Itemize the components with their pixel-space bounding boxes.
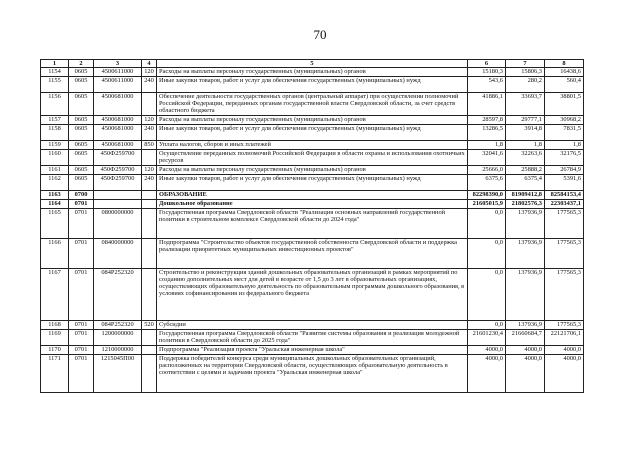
target-article-cell: 4500681000 <box>94 125 142 141</box>
expense-type-cell: 520 <box>142 321 157 330</box>
table-row <box>41 330 584 346</box>
expense-type-cell: 240 <box>142 125 157 141</box>
table-header-row <box>41 60 584 68</box>
table-row <box>41 200 584 209</box>
amount-year2-cell: 137936,9 <box>506 321 545 330</box>
amount-year2-cell: 1,8 <box>506 141 545 150</box>
amount-year3-cell: 7831,5 <box>545 125 584 141</box>
target-article-cell: 084Р252320 <box>94 321 142 330</box>
section-code-cell: 0605 <box>69 93 94 116</box>
name-cell: Строительство и реконструкция зданий дошкольных образовательных организаций в рамках мероприятий по созданию дополнительных мест для детей в возрасте от 1,5 до 3 лет в образовательных организациях, осуществляющих образовательную деятельность по образовательным программам дошкольного образования, в условиях софинансирования из федерального бюджета <box>157 269 468 321</box>
amount-year3-cell: 4000,0 <box>545 346 584 355</box>
row-number-cell: 1162 <box>41 175 69 191</box>
expense-type-cell: 240 <box>142 175 157 191</box>
amount-year3-cell: 177565,3 <box>545 239 584 269</box>
target-article-cell: 450Ф259700 <box>94 150 142 166</box>
amount-year1-cell: 6375,6 <box>468 175 506 191</box>
amount-year1-cell: 32041,6 <box>468 150 506 166</box>
amount-year3-cell: 177565,3 <box>545 269 584 321</box>
row-number-cell: 1170 <box>41 346 69 355</box>
amount-year2-cell: 33693,7 <box>506 93 545 116</box>
expense-type-cell: 120 <box>142 116 157 125</box>
expense-type-cell <box>142 269 157 321</box>
row-number-cell: 1158 <box>41 125 69 141</box>
expense-type-cell: 120 <box>142 68 157 77</box>
amount-year2-cell: 280,2 <box>506 77 545 93</box>
name-cell: Обеспечение деятельности государственных органов (центральный аппарат) при осуществлении полномочий Российской Федерации, переданных органам государственной власти Свердловской области, за счет средств областного бюджета <box>157 93 468 116</box>
name-cell: Дошкольное образование <box>157 200 468 209</box>
section-code-cell: 0701 <box>69 209 94 239</box>
amount-year1-cell: 13286,5 <box>468 125 506 141</box>
target-article-cell: 0800000000 <box>94 209 142 239</box>
table-row <box>41 321 584 330</box>
amount-year1-cell: 21601230,4 <box>468 330 506 346</box>
amount-year3-cell: 5391,6 <box>545 175 584 191</box>
section-code-cell: 0605 <box>69 125 94 141</box>
amount-year2-cell: 29777,1 <box>506 116 545 125</box>
amount-year1-cell: 4000,0 <box>468 355 506 393</box>
amount-year3-cell: 1,8 <box>545 141 584 150</box>
amount-year2-cell: 21660684,7 <box>506 330 545 346</box>
row-number-cell: 1156 <box>41 93 69 116</box>
table-row <box>41 77 584 93</box>
amount-year1-cell: 15180,3 <box>468 68 506 77</box>
row-number-cell: 1159 <box>41 141 69 150</box>
name-cell: Поддержка победителей конкурса среди муниципальных дошкольных образовательных организаций, расположенных на территории Свердловской области, осуществляющих образовательную деятельность в соответствии с целями и задачами проекта "Уральская инженерная школа" <box>157 355 468 393</box>
row-number-cell: 1161 <box>41 166 69 175</box>
header-col-8: 8 <box>545 60 584 68</box>
expense-type-cell <box>142 239 157 269</box>
row-number-cell: 1155 <box>41 77 69 93</box>
target-article-cell: 4500681000 <box>94 141 142 150</box>
expense-type-cell <box>142 191 157 200</box>
name-cell: Государственная программа Свердловской области "Реализация основных направлений государственной политики в строительном комплексе Свердловской области до 2024 года" <box>157 209 468 239</box>
row-number-cell: 1171 <box>41 355 69 393</box>
amount-year2-cell: 6375,4 <box>506 175 545 191</box>
amount-year3-cell: 22303437,1 <box>545 200 584 209</box>
row-number-cell: 1163 <box>41 191 69 200</box>
section-code-cell: 0700 <box>69 191 94 200</box>
amount-year1-cell: 21605015,9 <box>468 200 506 209</box>
expense-type-cell <box>142 330 157 346</box>
row-number-cell: 1157 <box>41 116 69 125</box>
section-code-cell: 0701 <box>69 355 94 393</box>
amount-year2-cell: 15806,3 <box>506 68 545 77</box>
section-code-cell: 0701 <box>69 200 94 209</box>
section-code-cell: 0605 <box>69 141 94 150</box>
expense-type-cell: 120 <box>142 166 157 175</box>
name-cell: Субсидии <box>157 321 468 330</box>
expense-type-cell: 850 <box>142 141 157 150</box>
target-article-cell: 1215045П00 <box>94 355 142 393</box>
header-col-1: 1 <box>41 60 69 68</box>
amount-year1-cell: 1,8 <box>468 141 506 150</box>
expense-type-cell <box>142 200 157 209</box>
row-number-cell: 1166 <box>41 239 69 269</box>
expense-type-cell <box>142 355 157 393</box>
amount-year2-cell: 4000,0 <box>506 355 545 393</box>
section-code-cell: 0701 <box>69 330 94 346</box>
target-article-cell: 1200000000 <box>94 330 142 346</box>
section-code-cell: 0701 <box>69 269 94 321</box>
name-cell: Расходы на выплаты персоналу государственных (муниципальных) органов <box>157 116 468 125</box>
section-code-cell: 0605 <box>69 68 94 77</box>
amount-year3-cell: 177565,3 <box>545 321 584 330</box>
name-cell: Иные закупки товаров, работ и услуг для обеспечения государственных (муниципальных) нужд <box>157 175 468 191</box>
expense-type-cell <box>142 346 157 355</box>
row-number-cell: 1154 <box>41 68 69 77</box>
table-row <box>41 209 584 239</box>
table-row <box>41 93 584 116</box>
target-article-cell: 4500611000 <box>94 77 142 93</box>
expense-type-cell <box>142 93 157 116</box>
amount-year2-cell: 137936,9 <box>506 209 545 239</box>
page-number: 70 <box>313 27 327 42</box>
amount-year1-cell: 82298390,0 <box>468 191 506 200</box>
row-number-cell: 1167 <box>41 269 69 321</box>
amount-year1-cell: 0,0 <box>468 269 506 321</box>
amount-year3-cell: 4000,0 <box>545 355 584 393</box>
header-col-2: 2 <box>69 60 94 68</box>
section-code-cell: 0605 <box>69 166 94 175</box>
header-col-5: 5 <box>157 60 468 68</box>
section-code-cell: 0605 <box>69 175 94 191</box>
name-cell: Государственная программа Свердловской области "Развитие системы образования и реализация молодежной политики в Свердловской области до 2025 года" <box>157 330 468 346</box>
name-cell: Иные закупки товаров, работ и услуг для обеспечения государственных (муниципальных) нужд <box>157 125 468 141</box>
amount-year3-cell: 32176,5 <box>545 150 584 166</box>
section-code-cell: 0701 <box>69 321 94 330</box>
target-article-cell: 4500611000 <box>94 68 142 77</box>
amount-year3-cell: 82584153,4 <box>545 191 584 200</box>
amount-year3-cell: 177565,3 <box>545 209 584 239</box>
amount-year2-cell: 25888,2 <box>506 166 545 175</box>
row-number-cell: 1164 <box>41 200 69 209</box>
amount-year1-cell: 543,6 <box>468 77 506 93</box>
table-row <box>41 175 584 191</box>
amount-year3-cell: 26784,9 <box>545 166 584 175</box>
table-row <box>41 150 584 166</box>
table-row <box>41 346 584 355</box>
amount-year1-cell: 41886,1 <box>468 93 506 116</box>
target-article-cell <box>94 200 142 209</box>
target-article-cell: 450Ф259700 <box>94 166 142 175</box>
amount-year2-cell: 137936,9 <box>506 269 545 321</box>
table-body <box>41 68 584 393</box>
name-cell: Подпрограмма "Строительство объектов государственной собственности Свердловской области и поддержка реализации приоритетных муниципальных инвестиционных проектов" <box>157 239 468 269</box>
amount-year2-cell: 81909412,8 <box>506 191 545 200</box>
section-code-cell: 0701 <box>69 239 94 269</box>
header-col-4: 4 <box>142 60 157 68</box>
header-col-6: 6 <box>468 60 506 68</box>
amount-year2-cell: 137936,9 <box>506 239 545 269</box>
table-row <box>41 191 584 200</box>
expense-type-cell <box>142 150 157 166</box>
row-number-cell: 1168 <box>41 321 69 330</box>
target-article-cell: 4500681000 <box>94 116 142 125</box>
target-article-cell <box>94 191 142 200</box>
name-cell: Расходы на выплаты персоналу государственных (муниципальных) органов <box>157 68 468 77</box>
target-article-cell: 084Р252320 <box>94 269 142 321</box>
row-number-cell: 1169 <box>41 330 69 346</box>
expense-type-cell: 240 <box>142 77 157 93</box>
target-article-cell: 4500681000 <box>94 93 142 116</box>
target-article-cell: 1210000000 <box>94 346 142 355</box>
amount-year2-cell: 32263,6 <box>506 150 545 166</box>
amount-year1-cell: 0,0 <box>468 209 506 239</box>
amount-year1-cell: 0,0 <box>468 321 506 330</box>
name-cell: Уплата налогов, сборов и иных платежей <box>157 141 468 150</box>
amount-year2-cell: 21802576,3 <box>506 200 545 209</box>
budget-table <box>40 59 584 393</box>
amount-year3-cell: 16438,6 <box>545 68 584 77</box>
section-code-cell: 0701 <box>69 346 94 355</box>
amount-year3-cell: 30968,2 <box>545 116 584 125</box>
expense-type-cell <box>142 209 157 239</box>
amount-year1-cell: 4000,0 <box>468 346 506 355</box>
table-row <box>41 125 584 141</box>
amount-year2-cell: 4000,0 <box>506 346 545 355</box>
section-code-cell: 0605 <box>69 150 94 166</box>
table-row <box>41 68 584 77</box>
amount-year1-cell: 25666,0 <box>468 166 506 175</box>
section-code-cell: 0605 <box>69 116 94 125</box>
name-cell: ОБРАЗОВАНИЕ <box>157 191 468 200</box>
table-row <box>41 116 584 125</box>
amount-year3-cell: 38801,5 <box>545 93 584 116</box>
header-col-7: 7 <box>506 60 545 68</box>
name-cell: Подпрограмма "Реализация проекта "Уральская инженерная школа" <box>157 346 468 355</box>
amount-year1-cell: 28597,8 <box>468 116 506 125</box>
section-code-cell: 0605 <box>69 77 94 93</box>
name-cell: Осуществление переданных полномочий Российской Федерации в области охраны и использования охотничьих ресурсов <box>157 150 468 166</box>
table-row <box>41 166 584 175</box>
target-article-cell: 450Ф259700 <box>94 175 142 191</box>
table-row <box>41 239 584 269</box>
header-col-3: 3 <box>94 60 142 68</box>
amount-year3-cell: 22121706,1 <box>545 330 584 346</box>
row-number-cell: 1160 <box>41 150 69 166</box>
table-row <box>41 141 584 150</box>
amount-year2-cell: 3914,8 <box>506 125 545 141</box>
row-number-cell: 1165 <box>41 209 69 239</box>
target-article-cell: 0840000000 <box>94 239 142 269</box>
amount-year1-cell: 0,0 <box>468 239 506 269</box>
table-row <box>41 269 584 321</box>
table-row <box>41 355 584 393</box>
name-cell: Иные закупки товаров, работ и услуг для обеспечения государственных (муниципальных) нужд <box>157 77 468 93</box>
name-cell: Расходы на выплаты персоналу государственных (муниципальных) органов <box>157 166 468 175</box>
amount-year3-cell: 560,4 <box>545 77 584 93</box>
